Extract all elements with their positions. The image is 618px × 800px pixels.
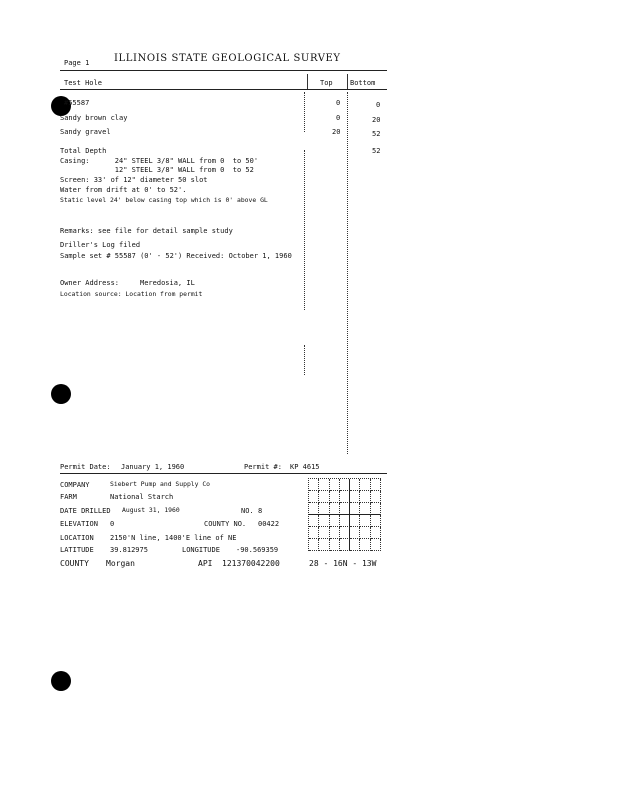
construction-line: 12" STEEL 3/8" WALL from 0 to 52 xyxy=(60,166,254,174)
punch-hole-middle xyxy=(51,384,71,404)
table-row-label: Sandy gravel xyxy=(60,128,111,136)
table-row-label: #55587 xyxy=(64,99,90,107)
header-col-sep-1 xyxy=(307,74,308,89)
farm-label: FARM xyxy=(60,493,77,501)
col-header-test-hole: Test Hole xyxy=(64,79,102,87)
latitude-label: LATITUDE xyxy=(60,546,94,554)
company-label: COMPANY xyxy=(60,481,90,489)
owner-address-value: Meredosia, IL xyxy=(140,279,195,287)
header-rule-top xyxy=(60,70,387,71)
header-col-sep-2 xyxy=(347,74,348,89)
location-source: Location source: Location from permit xyxy=(60,290,203,298)
company-value: Siebert Pump and Supply Co xyxy=(110,480,211,488)
section-grid-center-line xyxy=(308,514,380,515)
construction-line: Water from drift at 0' to 52'. xyxy=(60,186,187,194)
location-value: 2150'N line, 1400'E line of NE xyxy=(110,534,237,542)
permit-number-value: KP 4615 xyxy=(290,463,320,471)
permit-number-label: Permit #: xyxy=(244,463,282,471)
total-depth-value: 52 xyxy=(372,147,381,155)
col-header-bottom: Bottom xyxy=(350,79,376,87)
table-row-bottom: 0 xyxy=(376,101,381,109)
county-label: COUNTY xyxy=(60,559,89,568)
remarks-line: Remarks: see file for detail sample study xyxy=(60,227,233,235)
construction-line: Static level 24' below casing top which is 0' above GL xyxy=(60,196,268,204)
column-divider-1 xyxy=(304,92,305,132)
remarks-line: Sample set # 55587 (0' - 52') Received: October 1, 1960 xyxy=(60,252,292,260)
page-label: Page 1 xyxy=(64,59,90,67)
table-row-top: 0 xyxy=(336,99,341,107)
county-no-label: COUNTY NO. xyxy=(204,520,247,528)
township-value: 28 - 16N - 13W xyxy=(309,559,377,568)
permit-rule xyxy=(60,473,387,474)
latitude-value: 39.812975 xyxy=(110,546,148,554)
location-label: LOCATION xyxy=(60,534,94,542)
elevation-label: ELEVATION xyxy=(60,520,98,528)
no-value: 8 xyxy=(258,507,263,515)
total-depth-label: Total Depth xyxy=(60,147,107,155)
table-row-bottom: 52 xyxy=(372,130,381,138)
column-divider-1b xyxy=(304,150,305,310)
construction-line: Screen: 33' of 12" diameter 50 slot xyxy=(60,176,208,184)
col-header-top: Top xyxy=(320,79,333,87)
elevation-value: 0 xyxy=(110,520,115,528)
county-value: Morgan xyxy=(106,559,135,568)
table-row-top: 0 xyxy=(336,114,341,122)
column-divider-1c xyxy=(304,345,305,375)
column-divider-2 xyxy=(347,92,348,454)
date-drilled-value: August 31, 1960 xyxy=(122,506,180,514)
punch-hole-bottom xyxy=(51,671,71,691)
owner-address-label: Owner Address: xyxy=(60,279,120,287)
table-row-label: Sandy brown clay xyxy=(60,114,128,122)
farm-value: National Starch xyxy=(110,493,174,501)
no-label: NO. xyxy=(241,507,254,515)
page-title: ILLINOIS STATE GEOLOGICAL SURVEY xyxy=(114,53,341,64)
table-row-top: 20 xyxy=(332,128,341,136)
remarks-line: Driller's Log filed xyxy=(60,241,141,249)
permit-date-label: Permit Date: xyxy=(60,463,111,471)
permit-date-value: January 1, 1960 xyxy=(121,463,185,471)
date-drilled-label: DATE DRILLED xyxy=(60,507,111,515)
longitude-value: -90.569359 xyxy=(236,546,279,554)
header-rule-bottom xyxy=(60,89,387,90)
api-value: 121370042200 xyxy=(222,559,280,568)
county-no-value: 00422 xyxy=(258,520,280,528)
table-row-bottom: 20 xyxy=(372,116,381,124)
construction-line: Casing: 24" STEEL 3/8" WALL from 0 to 50' xyxy=(60,157,259,165)
longitude-label: LONGITUDE xyxy=(182,546,220,554)
api-label: API xyxy=(198,559,213,568)
